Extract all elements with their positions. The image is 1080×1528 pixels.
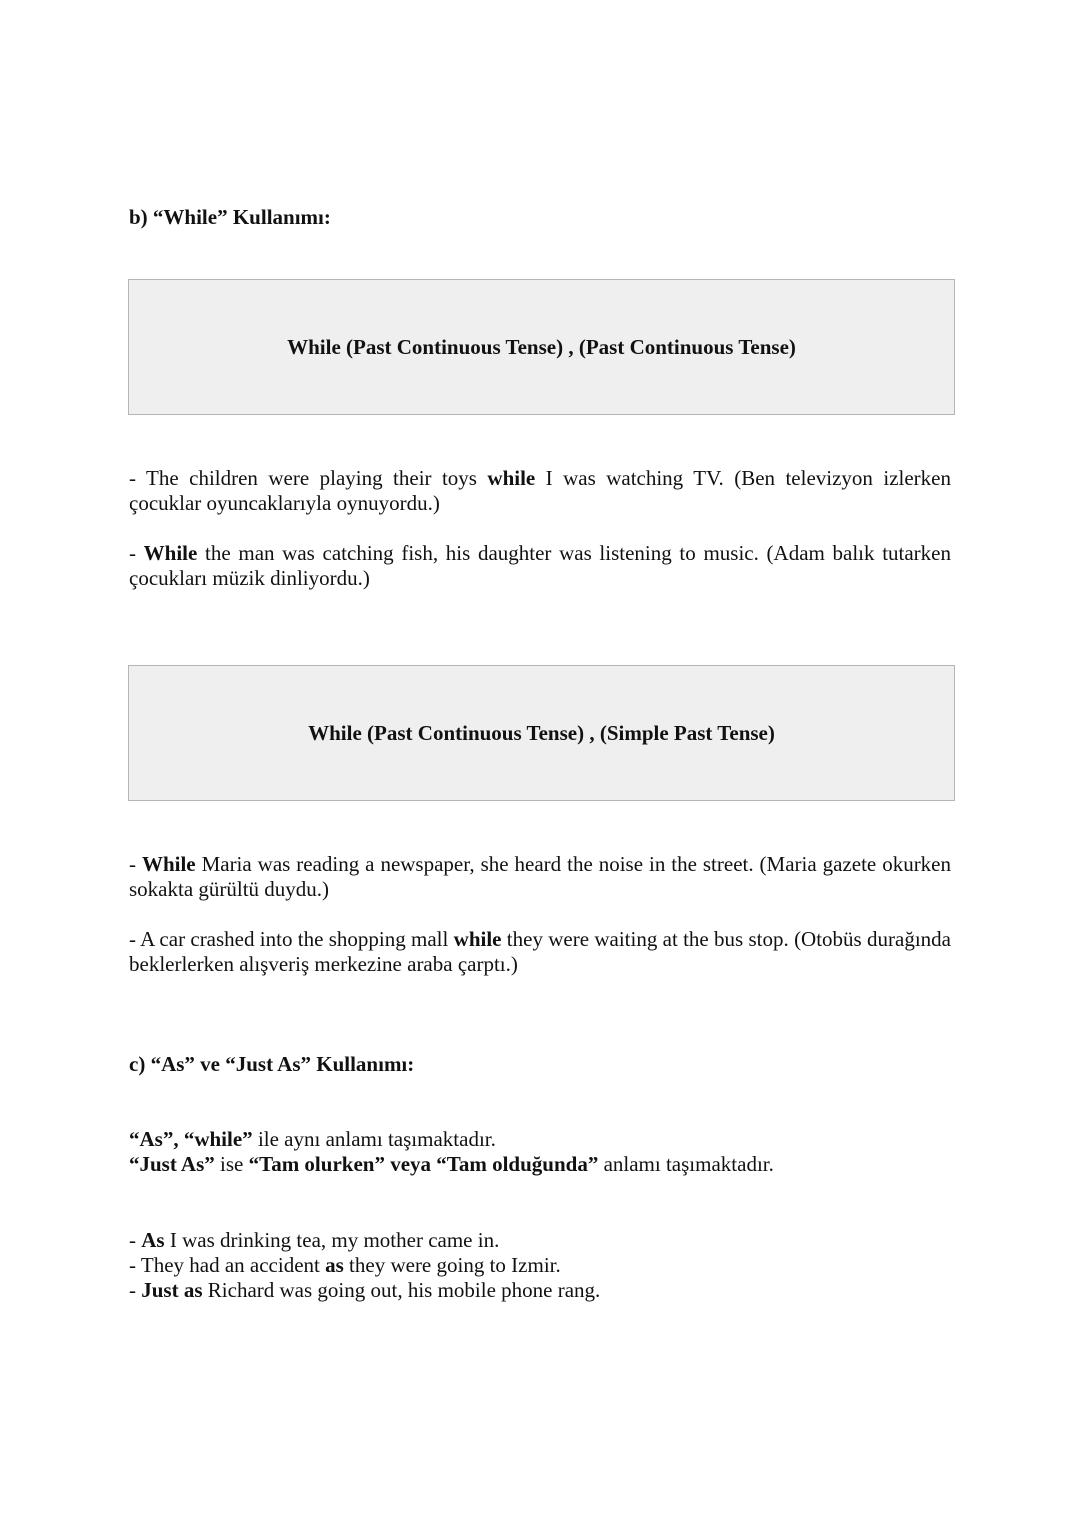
example-text: - [129,1228,142,1252]
keyword: “Tam olurken” veya “Tam olduğunda” [248,1152,599,1176]
definition-text: ile aynı anlamı taşımaktadır. [252,1127,496,1151]
example-text: - The children were playing their toys [129,466,488,490]
keyword: “As”, “while” [129,1127,253,1151]
section-c-heading: c) “As” ve “Just As” Kullanımı: [129,1052,415,1076]
example-paragraph [129,927,951,977]
example-text: Maria was reading a newspaper, she heard the noise in the street. (Maria gazete okurken sokakta gürültü duydu.) [129,852,952,901]
example-text: - [129,1278,142,1302]
example-text: I was watching TV. (Ben televizyon izlerken çocuklar oyuncaklarıyla oynuyordu.) [129,466,951,515]
example-text: I was drinking tea, my mother came in. [164,1228,500,1252]
formula-box-simple-past [128,665,955,801]
example-line [129,1253,561,1278]
example-line [129,1228,499,1253]
definition-text: ise [214,1152,249,1176]
keyword: “Just As” [129,1152,215,1176]
keyword: While [143,541,198,565]
example-text: they were waiting at the bus stop. (Otobüs durağında beklerlerken alışveriş merkezine araba çarptı.) [129,927,951,976]
example-text: - [129,852,142,876]
keyword: Just as [141,1278,203,1302]
keyword: while [453,927,502,951]
example-text: - [129,541,144,565]
example-text: they were going to Izmir. [343,1253,561,1277]
keyword: while [487,466,536,490]
example-paragraph [129,466,951,516]
formula-text: While (Past Continuous Tense) , (Simple Past Tense) [308,720,775,745]
formula-text: While (Past Continuous Tense) , (Past Continuous Tense) [287,334,796,359]
keyword: As [141,1228,165,1252]
example-line [129,1278,600,1303]
formula-box-past-continuous [128,279,955,415]
example-paragraph [129,852,951,902]
example-text: - They had an accident [129,1253,326,1277]
keyword: as [325,1253,344,1277]
example-text: the man was catching fish, his daughter was listening to music. (Adam balık tutarken çocukları müzik dinliyordu.) [129,541,951,590]
definition-line [129,1127,496,1152]
example-text: - A car crashed into the shopping mall [129,927,454,951]
example-text: Richard was going out, his mobile phone rang. [202,1278,601,1302]
keyword: While [141,852,196,876]
definition-line [129,1152,774,1177]
example-paragraph [129,541,951,591]
section-b-heading: b) “While” Kullanımı: [129,205,331,229]
definition-text: anlamı taşımaktadır. [598,1152,774,1176]
